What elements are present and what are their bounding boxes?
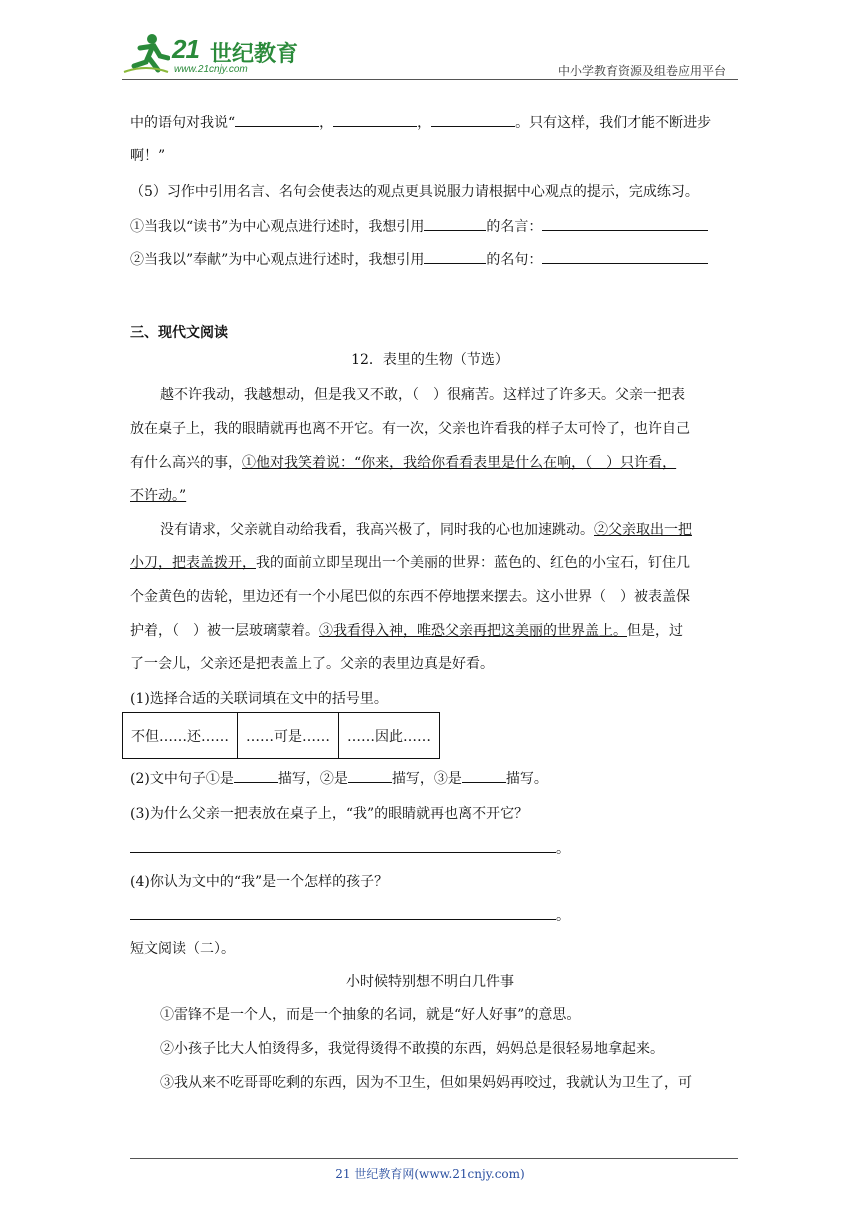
q4-text-b: 。只有这样，我们才能不断进步: [515, 115, 712, 131]
passage-line: 个金黄色的齿轮，里边还有一个小尾巴似的东西不停地摆来摆去。这小世界（ ）被表盖保: [130, 589, 690, 605]
answer-blank[interactable]: [235, 114, 319, 127]
answer-blank[interactable]: [333, 114, 417, 127]
q4-sep2: ，: [417, 115, 432, 131]
passage-text: 有什么高兴的事，: [130, 455, 242, 471]
q2-text: 描写。: [505, 771, 548, 787]
q4-line1: [130, 112, 711, 132]
logo-number: 21: [172, 34, 199, 64]
passage-line: 了一会儿，父亲还是把表盖上了。父亲的表里边真是好看。: [130, 656, 494, 672]
section-title: 三、现代文阅读: [130, 325, 228, 341]
passage-text: 我的面前立即呈现出一个美丽的世界：蓝色的、红色的小宝石，钉住几: [256, 555, 690, 571]
site-logo: [122, 30, 302, 80]
q4-answer-line: [130, 905, 570, 925]
q5-item2-text-a: ②当我以”奉献”为中心观点进行述时，我想引用: [130, 252, 425, 268]
q2-text: 描写，②是: [277, 771, 348, 787]
question-3: (3)为什么父亲一把表放在桌子上，“我”的眼睛就再也离不开它？: [130, 806, 529, 822]
conjunction-options-table: [122, 712, 440, 759]
reading2-title: 小时候特别想不明白几件事: [346, 974, 514, 990]
q2-text: 描写，③是: [391, 771, 462, 787]
q4-sep1: ，: [319, 115, 334, 131]
answer-blank[interactable]: [542, 218, 708, 231]
answer-blank[interactable]: [431, 114, 515, 127]
end-mark: 。: [556, 908, 570, 924]
logo-text: 世纪教育: [210, 42, 299, 67]
question-1: (1)选择合适的关联词填在文中的括号里。: [130, 691, 388, 707]
end-mark: 。: [556, 841, 570, 857]
sentence-2: ②父亲取出一把: [594, 522, 692, 538]
passage-line: 放在桌子上，我的眼睛就再也离不开它。有一次，父亲也许看我的样子太可怜了，也许自己: [130, 421, 690, 437]
option-cell: ……因此……: [339, 713, 440, 759]
passage-line: [130, 452, 676, 472]
answer-blank[interactable]: [348, 770, 392, 783]
footer-divider: [130, 1158, 738, 1159]
question-2: [130, 768, 548, 788]
reading2-label: 短文阅读（二）。: [130, 941, 235, 957]
q4-line2: 啊！”: [130, 148, 166, 164]
runner-icon: [122, 30, 170, 74]
passage-text: 没有请求，父亲就自动给我看，我高兴极了，同时我的心也加速跳动。: [160, 522, 594, 538]
answer-blank[interactable]: [234, 770, 278, 783]
sentence-1: ①他对我笑着说：“你来，我给你看看表里是什么在响，（ ）只许看，: [242, 455, 677, 471]
q3-answer-line: [130, 838, 570, 858]
q5-prompt: （5）习作中引用名言、名句会使表达的观点更具说服力请根据中心观点的提示，完成练习。: [130, 184, 699, 200]
logo-url: www.21cnjy.com: [174, 64, 248, 75]
answer-blank[interactable]: [130, 840, 556, 853]
answer-blank[interactable]: [424, 218, 486, 231]
q4-text-a: 中的语句对我说“: [130, 115, 236, 131]
answer-blank[interactable]: [424, 251, 486, 264]
passage-text: 护着，（ ）被一层玻璃蒙着。: [130, 623, 319, 639]
q5-item1: [130, 216, 708, 236]
passage-line: [130, 620, 683, 640]
q5-item2: [130, 249, 708, 269]
passage-title: 12．表里的生物（节选）: [351, 352, 509, 368]
sentence-1-end: 不许动。”: [130, 488, 187, 504]
platform-name: 中小学教育资源及组卷应用平台: [557, 64, 726, 78]
sentence-3: ③我看得入神，唯恐父亲再把这美丽的世界盖上。: [319, 623, 627, 639]
q5-item2-text-b: 的名句：: [486, 252, 543, 268]
passage-text: 但是，过: [627, 623, 683, 639]
option-cell: ……可是……: [238, 713, 339, 759]
header-divider: [122, 79, 738, 80]
question-4: (4)你认为文中的“我”是一个怎样的孩子？: [130, 874, 389, 890]
reading2-line: ②小孩子比大人怕烫得多，我觉得烫得不敢摸的东西，妈妈总是很轻易地拿起来。: [160, 1041, 664, 1057]
option-cell: 不但……还……: [123, 713, 238, 759]
footer-text: 21 世纪教育网(www.21cnjy.com): [335, 1167, 525, 1181]
reading2-line: ③我从来不吃哥哥吃剩的东西，因为不卫生，但如果妈妈再咬过，我就认为卫生了，可: [160, 1075, 692, 1091]
q5-item1-text-b: 的名言：: [486, 219, 543, 235]
passage-line: [130, 552, 690, 572]
reading2-line: ①雷锋不是一个人，而是一个抽象的名词，就是“好人好事”的意思。: [160, 1007, 581, 1023]
passage-line: [160, 519, 692, 539]
answer-blank[interactable]: [462, 770, 506, 783]
q2-text: (2)文中句子①是: [130, 771, 234, 787]
q5-item1-text-a: ①当我以“读书”为中心观点进行述时，我想引用: [130, 219, 425, 235]
sentence-2-end: 小刀，把表盖拨开，: [130, 555, 256, 571]
answer-blank[interactable]: [130, 907, 556, 920]
passage-line: 越不许我动，我越想动，但是我又不敢，（ ）很痛苦。这样过了许多天。父亲一把表: [160, 387, 685, 403]
answer-blank[interactable]: [542, 251, 708, 264]
